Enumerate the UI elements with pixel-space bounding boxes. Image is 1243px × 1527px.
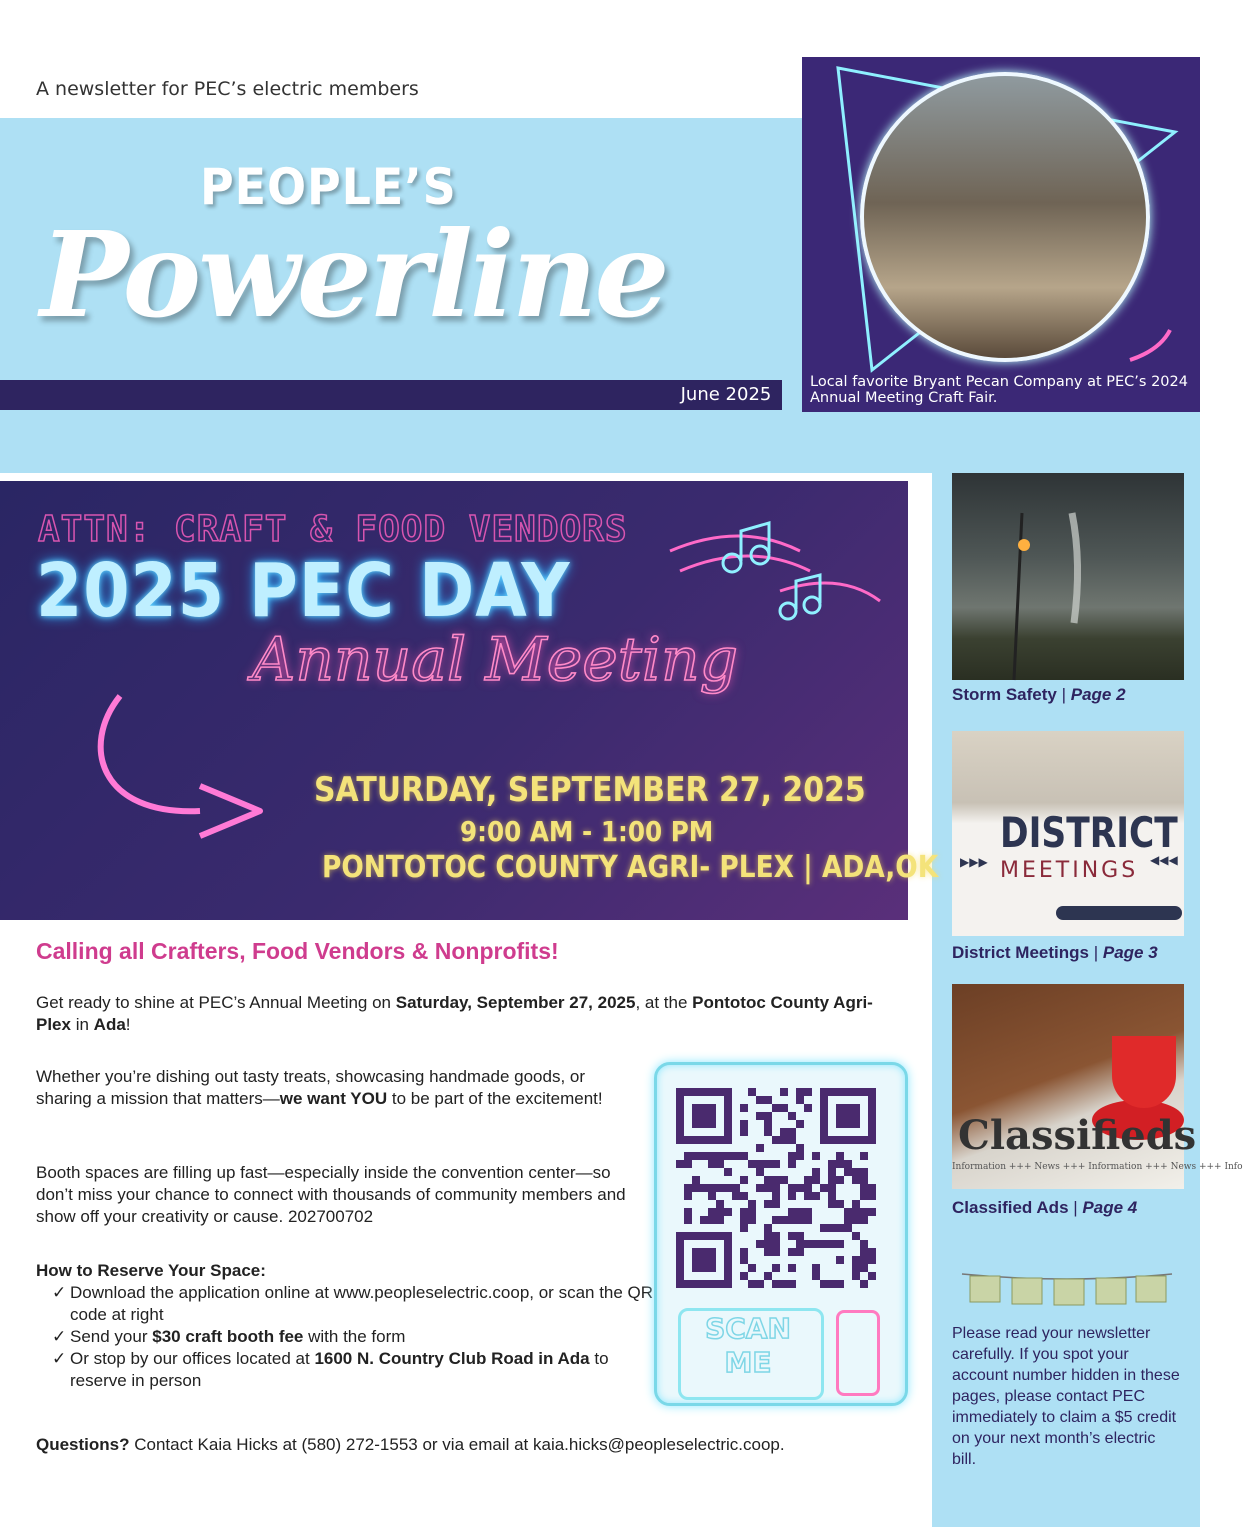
text-run: in: [70, 1015, 94, 1034]
article-paragraph-3: Booth spaces are filling up fast—especially inside the convention center—so don’t miss your chance to connect with thousands of community members and show off your creativity or cause. 202700702: [36, 1163, 626, 1226]
questions-contact: Contact Kaia Hicks at (580) 272-1553 or via email at kaia.hicks@peopleselectric.coop.: [129, 1435, 785, 1454]
sidebar-link-classified-ads[interactable]: [952, 1198, 1137, 1218]
article-heading: Calling all Crafters, Food Vendors & Nonprofits!: [36, 938, 559, 964]
masthead-title-top: PEOPLE’S: [200, 158, 457, 216]
reserve-step-2: [70, 1326, 656, 1348]
sidebar-item-title: District Meetings: [952, 943, 1089, 962]
reserve-heading: How to Reserve Your Space:: [36, 1261, 266, 1280]
music-notes-graphic: [660, 511, 890, 631]
cover-photo: [860, 72, 1150, 362]
text-run: with the form: [303, 1327, 406, 1346]
sidebar-item-page: Page 4: [1082, 1198, 1138, 1217]
separator: |: [1056, 685, 1071, 704]
qr-code[interactable]: [676, 1088, 876, 1288]
district-graphic-subtitle: MEETINGS: [1000, 858, 1139, 883]
scan-me-label: [688, 1312, 808, 1380]
newsletter-tagline: A newsletter for PEC’s electric members: [36, 78, 419, 100]
banner-attn-text: ATTN: CRAFT & FOOD VENDORS: [38, 509, 628, 550]
text-run: Send your: [70, 1327, 153, 1346]
reserve-steps: [36, 1282, 656, 1392]
storm-photo: [952, 473, 1184, 680]
account-number-notice: Please read your newsletter carefully. If you spot your account number hidden in these pages, please contact PEC immediately to claim a $5 credit on your next month’s electric bill.: [952, 1325, 1180, 1468]
classifieds-graphic-word: Classifieds: [958, 1112, 1197, 1159]
district-graphic-bar: [1056, 906, 1182, 920]
address-bold: 1600 N. Country Club Road in Ada: [314, 1349, 590, 1368]
banner-headline: 2025 PEC DAY: [36, 548, 571, 634]
phone-icon: [836, 1310, 880, 1396]
classifieds-news-strip: Information +++ News +++ Information +++ News +++ Info: [952, 1162, 1243, 1172]
article-paragraph-2: [36, 1066, 636, 1110]
separator: |: [1088, 943, 1103, 962]
text-run: , at the: [635, 993, 693, 1012]
questions-label: Questions?: [36, 1435, 130, 1454]
scan-text: SCAN: [705, 1312, 791, 1345]
city-bold: Ada: [93, 1015, 126, 1034]
text-run: to reserve in person: [70, 1349, 609, 1390]
sidebar-item-title: Classified Ads: [952, 1198, 1069, 1217]
text-run: Whether you’re dishing out tasty treats, showcasing handmade goods, or sharing a mission that matters—: [36, 1067, 586, 1108]
issue-date: June 2025: [672, 380, 780, 410]
article-paragraph-1: [36, 992, 886, 1036]
event-date-bold: Saturday, September 27, 2025: [395, 993, 636, 1012]
sidebar-item-page: Page 2: [1070, 685, 1126, 704]
banner-event-location: PONTOTOC COUNTY AGRI- PLEX | ADA,OK: [322, 850, 939, 885]
text-run: Get ready to shine at PEC’s Annual Meeting on: [36, 993, 396, 1012]
rewind-arrows-icon: ◀◀◀: [1150, 853, 1178, 867]
coffee-cup-icon: [1112, 1036, 1176, 1108]
banner-event-date: SATURDAY, SEPTEMBER 27, 2025: [314, 770, 866, 810]
cover-photo-caption: Local favorite Bryant Pecan Company at PEC’s 2024 Annual Meeting Craft Fair.: [810, 374, 1188, 406]
text-run: Or stop by our offices located at: [70, 1349, 315, 1368]
date-bar: [0, 380, 782, 410]
masthead-title-main: Powerline: [40, 205, 667, 344]
me-text: ME: [724, 1346, 772, 1379]
questions-line: [36, 1434, 916, 1456]
separator: |: [1068, 1198, 1083, 1217]
venue-bold: Pontotoc County Agri-Plex: [36, 993, 873, 1034]
reserve-instructions: [36, 1260, 656, 1392]
neon-arrow-graphic: [80, 686, 280, 846]
sidebar-link-storm-safety[interactable]: [952, 685, 1126, 705]
sidebar-item-title: Storm Safety: [952, 685, 1057, 704]
reserve-step-1: ✓ Download the application online at www.peopleselectric.coop, or scan the QR code at right: [70, 1282, 656, 1326]
reserve-step-3: [70, 1348, 656, 1392]
text-run: to be part of the excitement!: [387, 1089, 603, 1108]
money-clothesline-icon: [962, 1262, 1172, 1308]
banner-script-title: Annual Meeting: [252, 625, 739, 695]
emphasis-bold: we want YOU: [279, 1089, 388, 1108]
tornado-icon: [952, 473, 1184, 680]
district-graphic-title: DISTRICT: [1000, 808, 1178, 857]
text-run: !: [125, 1015, 131, 1034]
sidebar-item-page: Page 3: [1102, 943, 1158, 962]
play-arrows-icon: ▶▶▶: [960, 855, 988, 869]
sidebar-link-district-meetings[interactable]: [952, 943, 1158, 963]
fee-bold: $30 craft booth fee: [152, 1327, 304, 1346]
banner-event-time: 9:00 AM - 1:00 PM: [460, 815, 714, 848]
